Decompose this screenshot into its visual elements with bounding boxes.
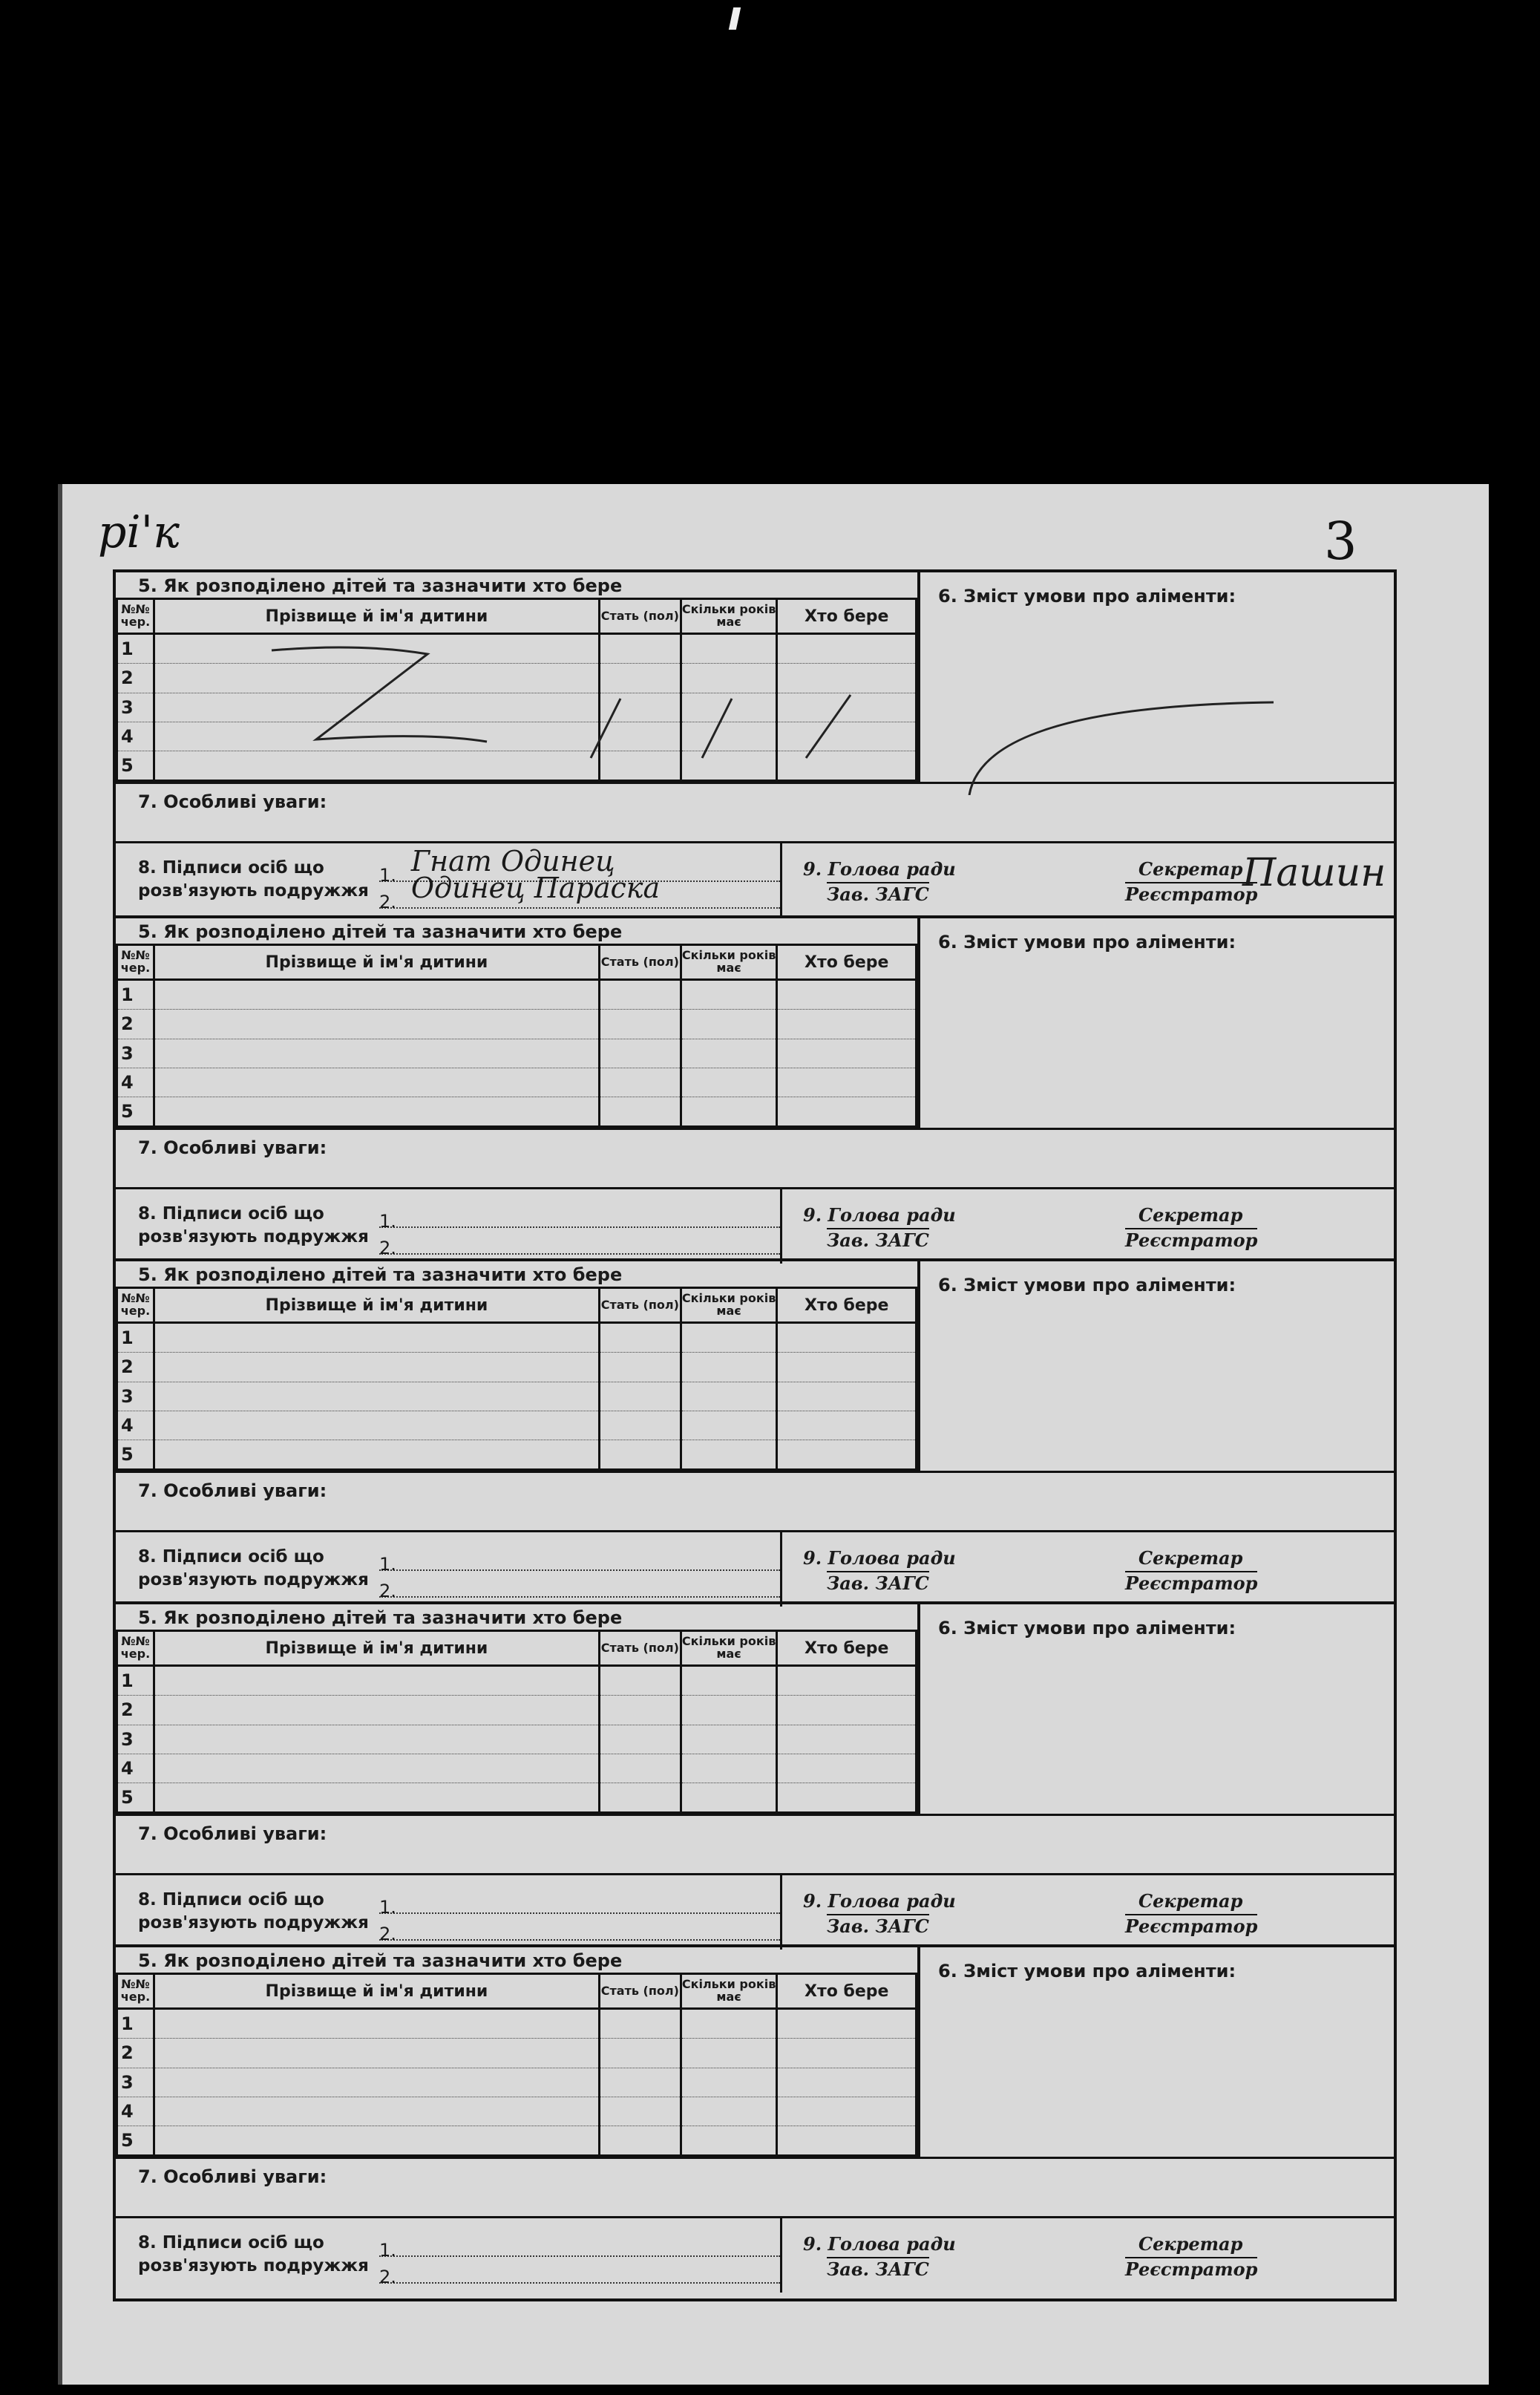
record-block (116, 572, 1394, 915)
signature-2: Одинец Параска (410, 872, 661, 904)
council-head-label: 9. Голова ради (803, 1204, 956, 1226)
age-cell (681, 980, 777, 1010)
col-number-header: №№ чер. (117, 599, 154, 634)
signatures-section (116, 1530, 1394, 1607)
signatures-section (116, 1873, 1394, 1950)
signature-line-1: 1. (379, 1887, 780, 1914)
table-row (117, 722, 917, 751)
film-mark (729, 7, 741, 30)
signature-line-1: 1. (379, 2230, 780, 2257)
child-name-cell (154, 1725, 599, 1754)
table-row (117, 664, 917, 693)
who-cell (777, 1382, 917, 1411)
secretary-label: Секретар (1138, 2233, 1243, 2255)
secretary-label: Секретар (1138, 1204, 1243, 1226)
age-cell (681, 693, 777, 722)
sex-cell (599, 722, 681, 751)
sex-cell (599, 1097, 681, 1126)
col-number-header: №№ чер. (117, 1974, 154, 2009)
col-name-header: Прізвище й ім'я дитини (154, 1974, 599, 2009)
table-row (117, 1010, 917, 1039)
zags-head-label: Зав. ЗАГС (827, 1915, 929, 1937)
row-number: 2 (117, 2039, 154, 2068)
signature-line-1: 1. (379, 1201, 780, 1228)
registrar-label: Реєстратор (1125, 2258, 1258, 2280)
age-cell (681, 751, 777, 780)
signatures-section-title: 8. Підписи осіб що розв'язують подружжя (138, 1547, 369, 1590)
remarks-section (116, 1814, 1394, 1875)
zags-head-label: Зав. ЗАГС (827, 1229, 929, 1251)
row-number: 4 (117, 1411, 154, 1440)
table-row (117, 2009, 917, 2039)
signatures-section-title: 8. Підписи осіб що розв'язують подружжя (138, 2233, 369, 2276)
age-cell (681, 664, 777, 693)
table-row (117, 1097, 917, 1126)
table-row (117, 2039, 917, 2068)
col-who-header: Хто бере (777, 1631, 917, 1666)
who-cell (777, 1411, 917, 1440)
sex-cell (599, 1440, 681, 1469)
record-block (116, 1601, 1394, 1947)
age-cell (681, 1039, 777, 1068)
col-name-header: Прізвище й ім'я дитини (154, 1288, 599, 1323)
row-number: 4 (117, 1068, 154, 1097)
children-section-title: 5. Як розподілено дітей та зазначити хто бере (138, 1264, 623, 1285)
who-cell (777, 2068, 917, 2097)
col-sex-header: Стать (пол) (599, 1631, 681, 1666)
child-name-cell (154, 1010, 599, 1039)
page-number: 3 (1324, 511, 1357, 572)
row-number: 4 (117, 1754, 154, 1783)
col-sex-header: Стать (пол) (599, 945, 681, 980)
officials-section (780, 2218, 1396, 2293)
who-cell (777, 1754, 917, 1783)
child-name-cell (154, 1666, 599, 1696)
col-who-header: Хто бере (777, 945, 917, 980)
row-number: 3 (117, 693, 154, 722)
child-name-cell (154, 980, 599, 1010)
col-who-header: Хто бере (777, 1974, 917, 2009)
who-cell (777, 1783, 917, 1812)
child-name-cell (154, 722, 599, 751)
registrar-label: Реєстратор (1125, 1915, 1258, 1937)
row-number: 2 (117, 664, 154, 693)
age-cell (681, 1783, 777, 1812)
child-name-cell (154, 2126, 599, 2155)
who-cell (777, 664, 917, 693)
sex-cell (599, 2009, 681, 2039)
children-table (116, 1287, 917, 1471)
officials-section (780, 1189, 1396, 1264)
table-row (117, 1382, 917, 1411)
remarks-section-title: 7. Особливі уваги: (138, 2166, 327, 2187)
registrar-label: Реєстратор (1125, 1572, 1258, 1594)
secretary-label: Секретар (1138, 858, 1243, 880)
children-table (116, 598, 917, 782)
child-name-cell (154, 2039, 599, 2068)
age-cell (681, 1754, 777, 1783)
remarks-section-title: 7. Особливі уваги: (138, 1823, 327, 1844)
child-name-cell (154, 1323, 599, 1353)
who-cell (777, 1725, 917, 1754)
child-name-cell (154, 1783, 599, 1812)
col-age-header: Скільки років має (681, 945, 777, 980)
alimony-section (917, 1947, 1397, 2157)
table-row (117, 1353, 917, 1382)
child-name-cell (154, 1039, 599, 1068)
sex-cell (599, 1353, 681, 1382)
age-cell (681, 2097, 777, 2126)
alimony-section (917, 1604, 1397, 1814)
table-row (117, 1666, 917, 1696)
row-number: 1 (117, 634, 154, 664)
table-row (117, 1323, 917, 1353)
age-cell (681, 1068, 777, 1097)
zags-head-label: Зав. ЗАГС (827, 883, 929, 905)
children-section-title: 5. Як розподілено дітей та зазначити хто бере (138, 1607, 623, 1628)
table-row (117, 1039, 917, 1068)
child-name-cell (154, 1353, 599, 1382)
row-number: 5 (117, 1097, 154, 1126)
col-age-header: Скільки років має (681, 1631, 777, 1666)
row-number: 4 (117, 2097, 154, 2126)
child-name-cell (154, 2068, 599, 2097)
remarks-section-title: 7. Особливі уваги: (138, 1137, 327, 1158)
registrar-label: Реєстратор (1125, 883, 1258, 905)
remarks-section (116, 782, 1394, 843)
sex-cell (599, 980, 681, 1010)
sex-cell (599, 2097, 681, 2126)
age-cell (681, 1725, 777, 1754)
child-name-cell (154, 1696, 599, 1725)
col-who-header: Хто бере (777, 1288, 917, 1323)
zags-head-label: Зав. ЗАГС (827, 2258, 929, 2280)
who-cell (777, 2039, 917, 2068)
signatures-section (116, 2216, 1394, 2293)
child-name-cell (154, 1097, 599, 1126)
row-number: 2 (117, 1010, 154, 1039)
col-sex-header: Стать (пол) (599, 1288, 681, 1323)
child-name-cell (154, 1440, 599, 1469)
age-cell (681, 1411, 777, 1440)
remarks-section (116, 1128, 1394, 1189)
child-name-cell (154, 1382, 599, 1411)
children-table (116, 1630, 917, 1814)
table-row (117, 2126, 917, 2155)
signatures-section-title: 8. Підписи осіб що розв'язують подружжя (138, 1204, 369, 1247)
sex-cell (599, 634, 681, 664)
col-age-header: Скільки років має (681, 1974, 777, 2009)
child-name-cell (154, 693, 599, 722)
sex-cell (599, 693, 681, 722)
child-name-cell (154, 634, 599, 664)
who-cell (777, 980, 917, 1010)
who-cell (777, 1696, 917, 1725)
table-row (117, 2068, 917, 2097)
officials-section (780, 1532, 1396, 1607)
row-number: 3 (117, 1039, 154, 1068)
alimony-section-title: 6. Зміст умови про аліменти: (938, 1961, 1236, 1981)
child-name-cell (154, 2009, 599, 2039)
row-number: 1 (117, 1323, 154, 1353)
col-number-header: №№ чер. (117, 1631, 154, 1666)
age-cell (681, 2126, 777, 2155)
alimony-section-title: 6. Зміст умови про аліменти: (938, 1618, 1236, 1638)
signature-line-2: 2. (379, 1228, 780, 1255)
signatures-section (116, 841, 1394, 918)
registrar-label: Реєстратор (1125, 1229, 1258, 1251)
child-name-cell (154, 1754, 599, 1783)
officials-section (780, 843, 1396, 918)
sex-cell (599, 664, 681, 693)
col-age-header: Скільки років має (681, 599, 777, 634)
table-row (117, 1754, 917, 1783)
table-row (117, 2097, 917, 2126)
children-table (116, 1973, 917, 2157)
row-number: 5 (117, 1440, 154, 1469)
children-section-title: 5. Як розподілено дітей та зазначити хто бере (138, 921, 623, 942)
sex-cell (599, 751, 681, 780)
sex-cell (599, 1039, 681, 1068)
table-row (117, 693, 917, 722)
row-number: 2 (117, 1696, 154, 1725)
col-sex-header: Стать (пол) (599, 599, 681, 634)
child-name-cell (154, 664, 599, 693)
who-cell (777, 2126, 917, 2155)
table-row (117, 1725, 917, 1754)
sex-cell (599, 1754, 681, 1783)
council-head-label: 9. Голова ради (803, 1547, 956, 1569)
row-number: 5 (117, 2126, 154, 2155)
age-cell (681, 1666, 777, 1696)
sex-cell (599, 2068, 681, 2097)
who-cell (777, 1353, 917, 1382)
row-number: 3 (117, 2068, 154, 2097)
row-number: 1 (117, 980, 154, 1010)
signatures-section-title: 8. Підписи осіб що розв'язують подружжя (138, 1890, 369, 1933)
child-name-cell (154, 751, 599, 780)
row-number: 5 (117, 1783, 154, 1812)
col-number-header: №№ чер. (117, 1288, 154, 1323)
record-block (116, 1944, 1394, 2290)
row-number: 3 (117, 1382, 154, 1411)
who-cell (777, 2009, 917, 2039)
alimony-section-title: 6. Зміст умови про аліменти: (938, 932, 1236, 953)
col-sex-header: Стать (пол) (599, 1974, 681, 2009)
age-cell (681, 1323, 777, 1353)
sex-cell (599, 1696, 681, 1725)
who-cell (777, 1068, 917, 1097)
age-cell (681, 1440, 777, 1469)
document-page (58, 484, 1489, 2385)
council-head-label: 9. Голова ради (803, 1890, 956, 1912)
age-cell (681, 1097, 777, 1126)
zags-head-label: Зав. ЗАГС (827, 1572, 929, 1594)
alimony-section (917, 918, 1397, 1128)
secretary-label: Секретар (1138, 1547, 1243, 1569)
row-number: 3 (117, 1725, 154, 1754)
secretary-label: Секретар (1138, 1890, 1243, 1912)
col-name-header: Прізвище й ім'я дитини (154, 945, 599, 980)
council-head-label: 9. Голова ради (803, 2233, 956, 2255)
col-who-header: Хто бере (777, 599, 917, 634)
age-cell (681, 2039, 777, 2068)
record-block (116, 915, 1394, 1261)
registrar-signature: Пашин (1242, 851, 1386, 895)
remarks-section (116, 1471, 1394, 1532)
child-name-cell (154, 1068, 599, 1097)
children-section-title: 5. Як розподілено дітей та зазначити хто бере (138, 1950, 623, 1971)
sex-cell (599, 1666, 681, 1696)
age-cell (681, 1010, 777, 1039)
sex-cell (599, 1382, 681, 1411)
age-cell (681, 722, 777, 751)
alimony-section (917, 572, 1397, 782)
signature-line-2: 2. (379, 1571, 780, 1598)
signature-line-2: 2. (379, 2257, 780, 2284)
table-row (117, 1440, 917, 1469)
signatures-section-title: 8. Підписи осіб що розв'язують подружжя (138, 858, 369, 901)
table-row (117, 1783, 917, 1812)
sex-cell (599, 2039, 681, 2068)
age-cell (681, 2068, 777, 2097)
sex-cell (599, 1323, 681, 1353)
who-cell (777, 751, 917, 780)
who-cell (777, 693, 917, 722)
col-name-header: Прізвище й ім'я дитини (154, 599, 599, 634)
sex-cell (599, 1010, 681, 1039)
who-cell (777, 634, 917, 664)
sex-cell (599, 2126, 681, 2155)
table-row (117, 634, 917, 664)
remarks-section-title: 7. Особливі уваги: (138, 791, 327, 812)
table-row (117, 1411, 917, 1440)
who-cell (777, 1010, 917, 1039)
alimony-section-title: 6. Зміст умови про аліменти: (938, 586, 1236, 607)
row-number: 1 (117, 2009, 154, 2039)
who-cell (777, 1097, 917, 1126)
child-name-cell (154, 2097, 599, 2126)
divorce-register-form (113, 569, 1397, 2301)
table-row (117, 1068, 917, 1097)
row-number: 5 (117, 751, 154, 780)
age-cell (681, 1696, 777, 1725)
sex-cell (599, 1068, 681, 1097)
row-number: 4 (117, 722, 154, 751)
row-number: 2 (117, 1353, 154, 1382)
signature-line-1: 1. (379, 1544, 780, 1571)
signature-line-1: 1. Гнат Одинец (379, 855, 780, 882)
table-row (117, 751, 917, 780)
col-name-header: Прізвище й ім'я дитини (154, 1631, 599, 1666)
table-row (117, 980, 917, 1010)
age-cell (681, 2009, 777, 2039)
record-block (116, 1258, 1394, 1604)
council-head-label: 9. Голова ради (803, 858, 956, 880)
officials-section (780, 1875, 1396, 1950)
signature-line-2: 2. Одинец Параска (379, 882, 780, 909)
corner-note: pi'к (98, 506, 180, 558)
who-cell (777, 1039, 917, 1068)
child-name-cell (154, 1411, 599, 1440)
remarks-section-title: 7. Особливі уваги: (138, 1480, 327, 1501)
remarks-section (116, 2157, 1394, 2218)
age-cell (681, 1353, 777, 1382)
who-cell (777, 1666, 917, 1696)
alimony-section (917, 1261, 1397, 1471)
sex-cell (599, 1411, 681, 1440)
who-cell (777, 722, 917, 751)
age-cell (681, 634, 777, 664)
signature-line-2: 2. (379, 1914, 780, 1941)
table-row (117, 1696, 917, 1725)
who-cell (777, 1440, 917, 1469)
col-number-header: №№ чер. (117, 945, 154, 980)
signature-1: Гнат Одинец (410, 845, 615, 878)
sex-cell (599, 1725, 681, 1754)
col-age-header: Скільки років має (681, 1288, 777, 1323)
who-cell (777, 2097, 917, 2126)
signatures-section (116, 1187, 1394, 1264)
age-cell (681, 1382, 777, 1411)
alimony-section-title: 6. Зміст умови про аліменти: (938, 1275, 1236, 1295)
who-cell (777, 1323, 917, 1353)
children-section-title: 5. Як розподілено дітей та зазначити хто бере (138, 575, 623, 596)
row-number: 1 (117, 1666, 154, 1696)
sex-cell (599, 1783, 681, 1812)
children-table (116, 944, 917, 1128)
